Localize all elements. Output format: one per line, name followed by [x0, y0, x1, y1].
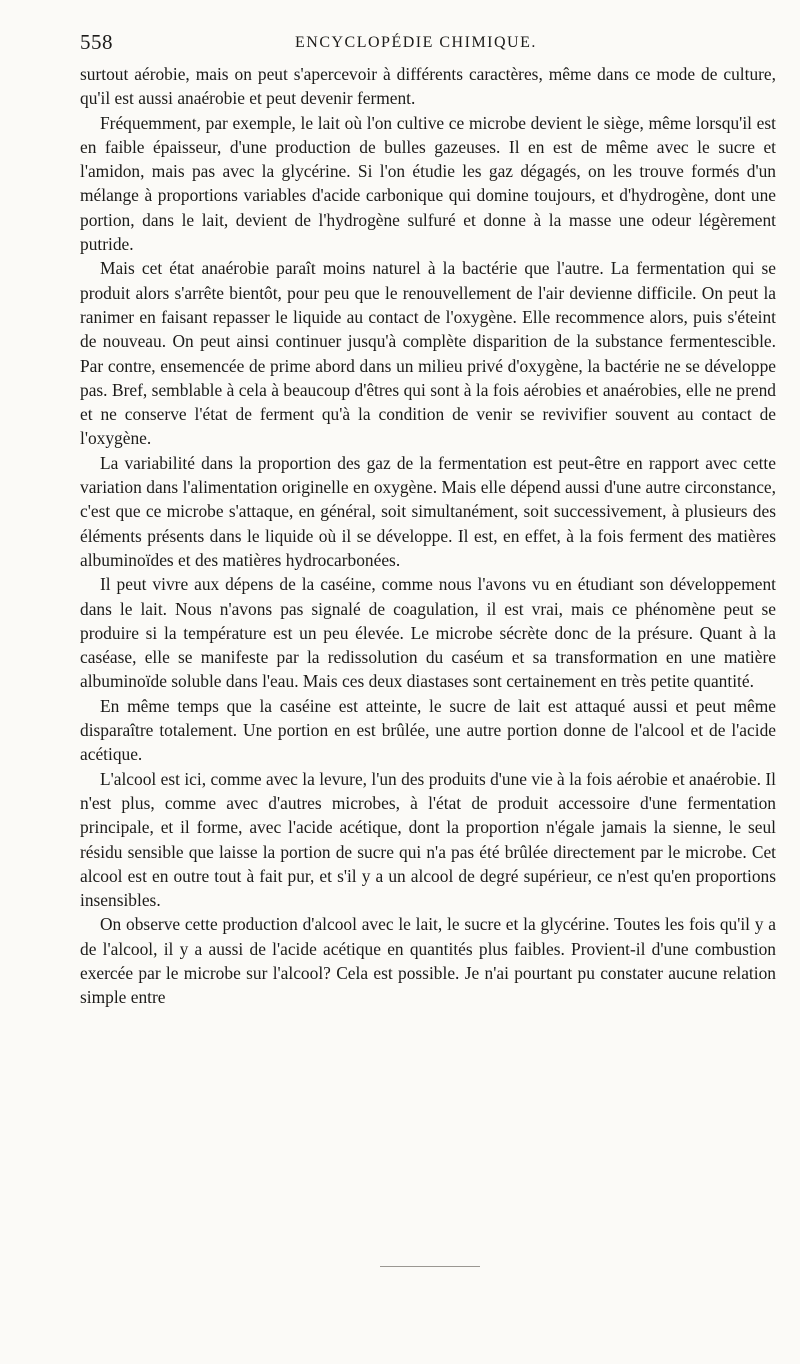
running-head: ENCYCLOPÉDIE CHIMIQUE.	[295, 34, 537, 51]
paragraph: L'alcool est ici, comme avec la levure, l'un des produits d'une vie à la fois aérobie et anaérobie. Il n'est plus, comme avec d'autres microbes, à l'état de produit accessoire d'une fermentation principale, et il forme, avec l'acide acétique, dont la proportion n'égale jamais la sienne, le seul résidu sensible que laisse la portion de sucre qui n'a pas été brûlée directement par le microbe. Cet alcool est en outre tout à fait pur, et s'il y a un alcool de degré supérieur, ce n'est qu'en proportions insensibles.	[80, 768, 776, 911]
body-text	[80, 62, 776, 1010]
paragraph: On observe cette production d'alcool avec le lait, le sucre et la glycérine. Toutes les fois qu'il y a de l'alcool, il y a aussi de l'acide acétique en quantités plus faibles. Provient-il d'une combustion exercée par le microbe sur l'alcool? Cela est possible. Je n'ai pourtant pu constater aucune relation simple entre	[80, 914, 776, 1008]
page-header	[80, 28, 776, 62]
paragraph: La variabilité dans la proportion des gaz de la fermentation est peut-être en rapport avec cette variation dans l'alimentation originelle en oxygène. Mais elle dépend aussi d'une autre circonstance, c'est que ce microbe s'attaque, en général, soit simultanément, soit successivement, à plusieurs des éléments présents dans le liquide où il se développe. Il est, en effet, à la fois ferment des matières albuminoïdes et des matières hydrocarbonées.	[80, 452, 776, 570]
page-number: 558	[80, 30, 113, 54]
paragraph: surtout aérobie, mais on peut s'apercevoir à différents caractères, même dans ce mode de culture, qu'il est aussi anaérobie et peut devenir ferment.	[80, 64, 776, 109]
paragraph: Mais cet état anaérobie paraît moins naturel à la bactérie que l'autre. La fermentation qui se produit alors s'arrête bientôt, pour peu que le renouvellement de l'air devienne difficile. On peut la ranimer en faisant repasser le liquide au contact de l'oxygène. Elle recommence alors, puis s'éteint de nouveau. On peut ainsi continuer jusqu'à complète disparition de la substance fermentescible. Par contre, ensemencée de prime abord dans un milieu privé d'oxygène, la bactérie ne se développe pas. Bref, semblable à cela à beaucoup d'êtres qui sont à la fois aérobies et anaérobies, elle ne prend et ne conserve l'état de ferment qu'à la condition de venir se revivifier souvent au contact de l'oxygène.	[80, 258, 776, 449]
paragraph: En même temps que la caséine est atteinte, le sucre de lait est attaqué aussi et peut même disparaître totalement. Une portion en est brûlée, une autre portion donne de l'alcool et de l'acide acétique.	[80, 695, 776, 765]
paragraph: Il peut vivre aux dépens de la caséine, comme nous l'avons vu en étudiant son développement dans le lait. Nous n'avons pas signalé de coagulation, il est vrai, mais ce phénomène peut se produire si la température est un peu élevée. Le microbe sécrète donc de la présure. Quant à la caséase, elle se manifeste par la redissolution du caséum et sa transformation en une matière albuminoïde soluble dans l'eau. Mais ces deux diastases sont certainement en très petite quantité.	[80, 574, 776, 692]
paragraph: Fréquemment, par exemple, le lait où l'on cultive ce microbe devient le siège, même lorsqu'il est en faible épaisseur, d'une production de bulles gazeuses. Il en est de même avec le sucre et l'amidon, mais pas avec la glycérine. Si l'on étudie les gaz dégagés, on les trouve formés d'un mélange à proportions variables d'acide carbonique qui domine toujours, et d'hydrogène, dont une portion, dans le lait, devient de l'hydrogène sulfuré et donne à la masse une odeur légèrement putride.	[80, 112, 776, 255]
footer-rule	[380, 1266, 480, 1267]
